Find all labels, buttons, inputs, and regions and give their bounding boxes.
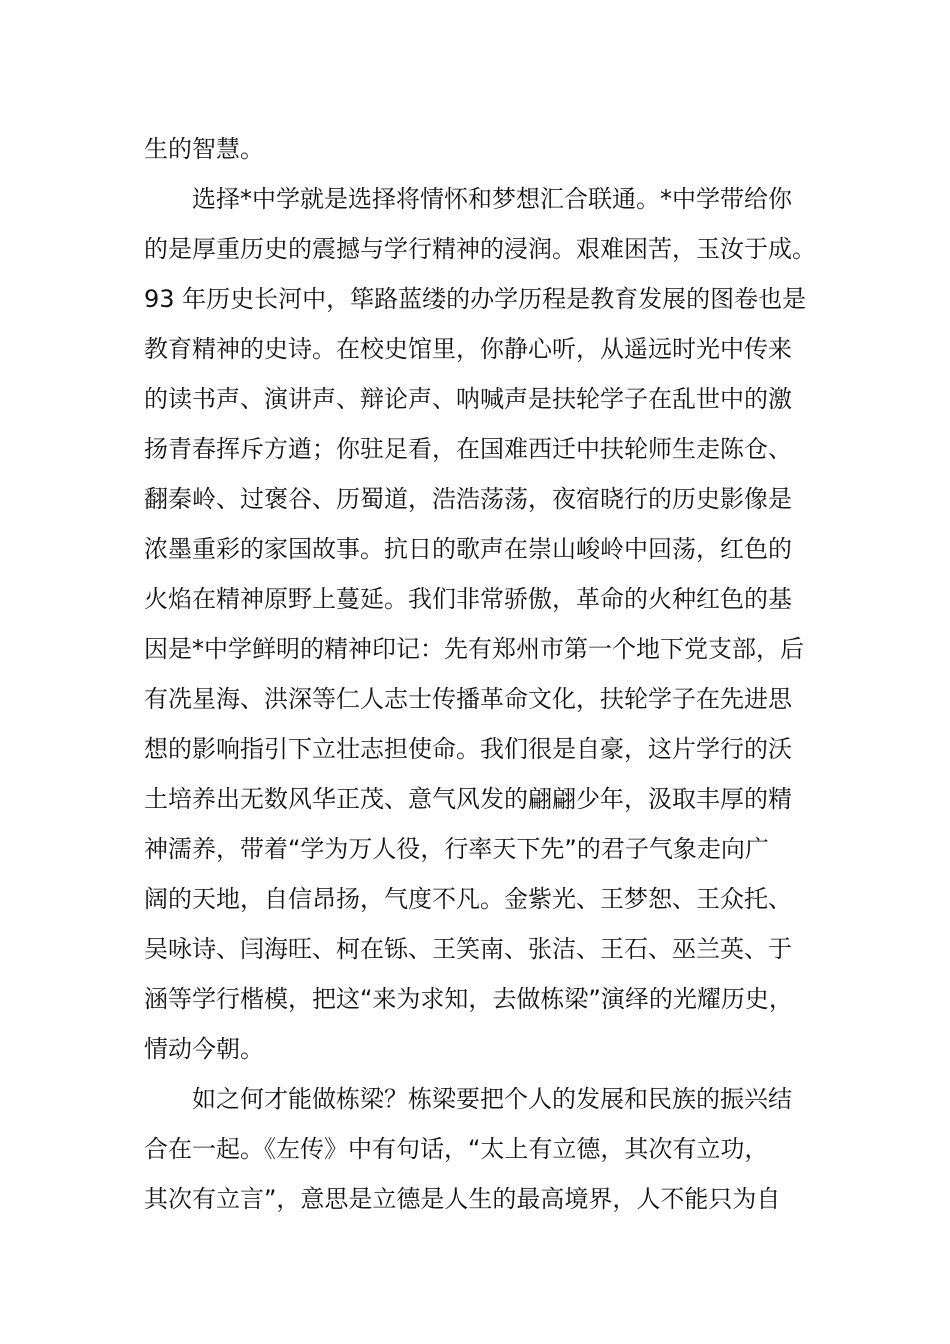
text-line: 生的智慧。	[144, 135, 264, 163]
text-line: 想的影响指引下立壮志担使命。我们很是自豪，这片学行的沃	[144, 735, 792, 763]
text-line: 的是厚重历史的震撼与学行精神的浸润。艰难困苦，玉汝于成。	[144, 235, 816, 263]
text-line: 教育精神的史诗。在校史馆里，你静心听，从遥远时光中传来	[144, 335, 792, 363]
text-line: 情动今朝。	[144, 1035, 264, 1063]
text-line: 其次有立言”，意思是立德是人生的最高境界，人不能只为自	[144, 1185, 781, 1213]
text-line: 涵等学行楷模，把这“来为求知，去做栋梁”演绎的光耀历史，	[144, 985, 793, 1013]
text-line: 的读书声、演讲声、辩论声、呐喊声是扶轮学子在乱世中的激	[144, 385, 792, 413]
text-line: 93 年历史长河中，筚路蓝缕的办学历程是教育发展的图卷也是	[144, 285, 807, 313]
document-body	[144, 124, 834, 1224]
text-line: 土培养出无数风华正茂、意气风发的翩翩少年，汲取丰厚的精	[144, 785, 792, 813]
text-line: 火焰在精神原野上蔓延。我们非常骄傲，革命的火种红色的基	[144, 585, 792, 613]
text-line: 如之何才能做栋梁？栋梁要把个人的发展和民族的振兴结	[144, 1085, 792, 1113]
text-line: 神濡养，带着“学为万人役，行率天下先”的君子气象走向广	[144, 835, 769, 863]
text-line: 吴咏诗、闫海旺、柯在铄、王笑南、张洁、王石、巫兰英、于	[144, 935, 792, 963]
text-line: 扬青春挥斥方遒；你驻足看，在国难西迁中扶轮师生走陈仓、	[144, 435, 792, 463]
text-line: 因是*中学鲜明的精神印记：先有郑州市第一个地下党支部，后	[144, 635, 804, 663]
text-line: 合在一起。《左传》中有句话，“太上有立德，其次有立功，	[144, 1135, 769, 1163]
text-line: 浓墨重彩的家国故事。抗日的歌声在崇山峻岭中回荡，红色的	[144, 535, 792, 563]
text-line: 选择*中学就是选择将情怀和梦想汇合联通。*中学带给你	[144, 185, 792, 213]
text-line: 阔的天地，自信昂扬，气度不凡。金紫光、王梦恕、王众托、	[144, 885, 792, 913]
text-line: 有冼星海、洪深等仁人志士传播革命文化，扶轮学子在先进思	[144, 685, 792, 713]
text-line: 翻秦岭、过褒谷、历蜀道，浩浩荡荡，夜宿晓行的历史影像是	[144, 485, 792, 513]
